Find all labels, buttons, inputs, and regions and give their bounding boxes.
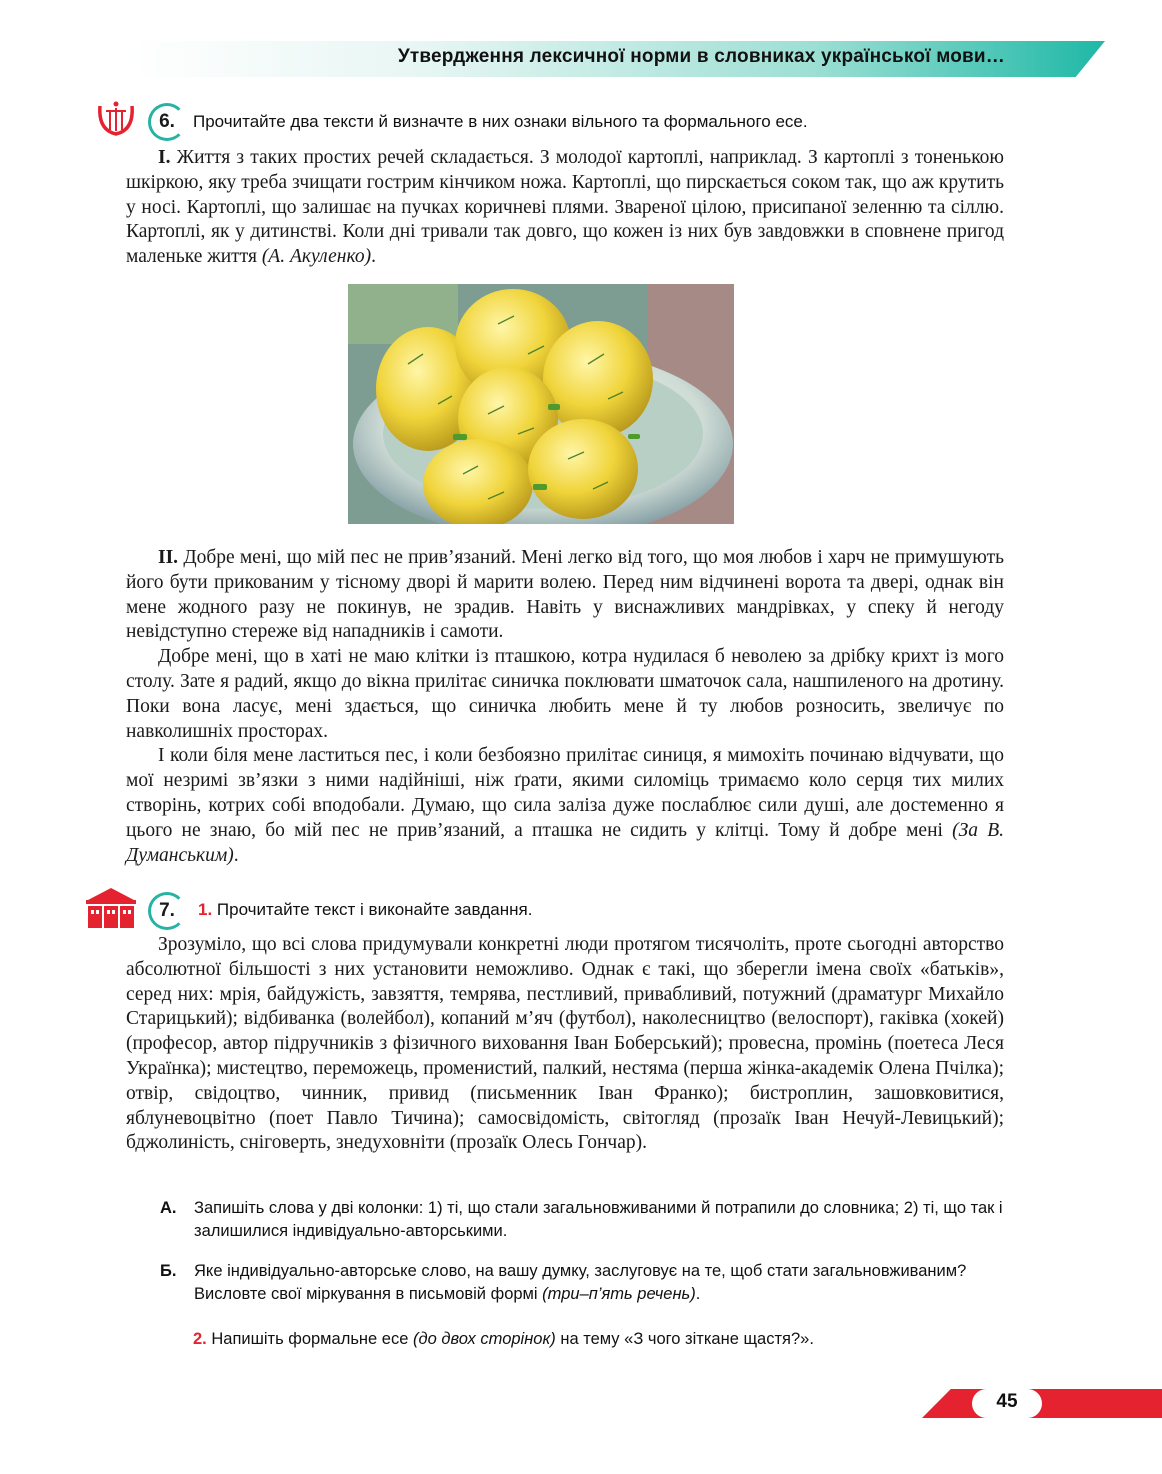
page-number: 45	[996, 1391, 1018, 1412]
exercise-7-part-2-hint: (до двох сторінок)	[413, 1330, 556, 1348]
exercise-6-instruction: Прочитайте два тексти й визначте в них ознаки вільного та формального есе.	[193, 112, 808, 131]
exercise-7-instruction	[198, 900, 532, 920]
text-1-label: І.	[158, 147, 171, 168]
text-2-paragraph-1: Добре мені, що мій пес не прив’язаний. Мені легко від того, що моя любов і харч не примушують його бути прикованим у тісному дворі й марити волею. Перед ним відчинені ворота та двері, однак він мене жодного разу не покинув, не зрадив. Навіть у виснажливих мандрівках, у спеку й негоду невідступно стереже від нападників і самоти.	[126, 547, 1005, 643]
potatoes-illustration	[348, 284, 734, 524]
task-b-text: Яке індивідуально-авторське слово, на вашу думку, заслуговує на те, щоб стати загальновживаним? Висловте свої міркування в письмовій формі	[194, 1262, 967, 1303]
task-b: Б. Яке індивідуально-авторське слово, на вашу думку, заслуговує на те, щоб стати загальновживаним? Висловте свої міркування в письмовій формі (три–п’ять речень).	[160, 1262, 967, 1303]
exercise-7-part-1-text: Прочитайте текст і виконайте завдання.	[216, 900, 533, 919]
exercise-7-part-1-number: 1.	[198, 900, 213, 919]
exercise-7-part-2	[193, 1328, 1008, 1351]
task-b-hint: (три–п’ять речень)	[542, 1285, 696, 1303]
text-2-label: ІІ.	[158, 547, 179, 568]
potatoes-photo	[348, 284, 734, 524]
text-2-paragraph-2: Добре мені, що в хаті не маю клітки із пташкою, котра нудилася б неволею за дрібку крихт із мого столу. Зате я радий, якщо до вікна прилітає синичка поклювати шматочок сала, нашпиленого на дротину. Поки вона ласує, мені здається, що синичка любить мене й ту любов розносить, звеличує по навколишніх просторах.	[126, 646, 1004, 742]
task-a-letter: А.	[160, 1199, 177, 1217]
exercise-7-text: Зрозуміло, що всі слова придумували конкретні люди протягом тисячоліть, проте сьогодні авторство абсолютної більшості з них установити неможливо. Однак є такі, що зберегли імена своїх «батьків», серед них: мрія, байдужість, завзяття, темрява, пестливий, привабливий, потужний (драматург Михайло Старицький); відбиванка (волейбол), копаний м’яч (футбол), наколесництво (велоспорт), гаківка (хокей) (професор, автор підручників з фізичного виховання Іван Боберський); провесна, промінь (поетеса Леся Українка); мистецтво, переможець, променистий, палкий, нестяма (перша жінка-академік Олена Пчілка); отвір, свідоцтво, чинник, привид (письменник Іван Франко); бистроплин, зашовковитися, яблуневоцвітно (поет Павло Тичина); самосвідомість, світогляд (прозаїк Іван Нечуй-Левицький); бджолиність, сніговерть, знедуховніти (прозаїк Олесь Гончар).	[126, 934, 1004, 1154]
lyre-icon	[96, 100, 136, 140]
exercise-7-part-2-number: 2.	[193, 1330, 207, 1348]
task-b-letter: Б.	[160, 1262, 177, 1280]
text-2-author: (За В. Думанським)	[126, 819, 1005, 866]
text-1-author: (А. Акуленко)	[261, 246, 372, 268]
text-2: ІІ. Добре мені, що мій пес не прив’язаний. Мені легко від того, що моя любов і харч не примушують його бути прикованим у тісному дворі й марити волею. Перед ним відчинені ворота та двері, однак він мене жодного разу не покинув, не зрадив. Навіть у виснажливих мандрівках, у спеку й негоду невідступно стереже від нападників і самоти. Добре мені, що в хаті не маю клітки із пташкою, котра нудилася б неволею за дрібку крихт із мого столу. Зате я радий, якщо до вікна прилітає синичка поклювати шматочок сала, нашпиленого на дротину. Поки вона ласує, мені здається, що синичка любить мене й ту любов розносить, звеличує по навколишніх просторах. І коли біля мене ластиться пес, і коли безбоязно прилітає синиця, я мимохіть починаю відчувати, що мої незримі зв’язки з ними надійніші, ніж ґрати, якими силоміць тримаємо коло серця тих милих створінь, котрих собі вподобали. Думаю, що сила заліза дуже послаблює сили душі, але достеменно я цього не знаю, бо мій пес не прив’язаний, а пташка не сидить у клітці. Тому й добре мені (За В. Думанським).	[126, 547, 1005, 866]
task-a-text: Запишіть слова у дві колонки: 1) ті, що стали загальновживаними й потрапили до словника; 2) ті, що так і залишилися індивідуально-авторськими.	[194, 1199, 1003, 1240]
page-header-title: Утвердження лексичної норми в словниках української мови…	[397, 46, 1005, 67]
exercise-7-part-2-topic: на тему «З чого зіткане щастя?».	[560, 1330, 814, 1348]
task-a	[160, 1197, 1008, 1243]
text-1-body: Життя з таких простих речей складається. З молодої картоплі, наприклад. З картоплі з тоненькою шкіркою, яку треба зчищати гострим кінчиком ножа. Картоплі, що пирскається соком так, що аж крутить у носі. Картоплі, що залишає на пучках коричневі плями. Звареної цілою, присипаної зеленню та сіллю. Картоплі, як у дитинстві. Коли дні тривали так довго, що кожен із них був завдовжки в сповнене пригод маленьке життя	[126, 147, 1004, 268]
house-icon	[84, 886, 138, 930]
exercise-7-part-2-text: Напишіть формальне есе	[211, 1330, 409, 1348]
text-1: І. Життя з таких простих речей складається. З молодої картоплі, наприклад. З картоплі з тоненькою шкіркою, яку треба зчищати гострим кінчиком ножа. Картоплі, що пирскається соком так, що аж крутить у носі. Картоплі, що залишає на пучках коричневі плями. Звареної цілою, присипаної зеленню та сіллю. Картоплі, як у дитинстві. Коли дні тривали так довго, що кожен із них був завдовжки в сповнене пригод маленьке життя (А. Акуленко).	[126, 147, 1004, 268]
exercise-6-number: 6.	[148, 103, 186, 141]
exercise-7-number: 7.	[148, 892, 186, 930]
page-number-band	[922, 1389, 1162, 1418]
text-2-paragraph-3: І коли біля мене ластиться пес, і коли безбоязно прилітає синиця, я мимохіть починаю відчувати, що мої незримі зв’язки з ними надійніші, ніж ґрати, якими силоміць тримаємо коло серця тих милих створінь, котрих собі вподобали. Думаю, що сила заліза дуже послаблює сили душі, але достеменно я цього не знаю, бо мій пес не прив’язаний, а пташка не сидить у клітці. Тому й добре мені	[126, 745, 1004, 841]
